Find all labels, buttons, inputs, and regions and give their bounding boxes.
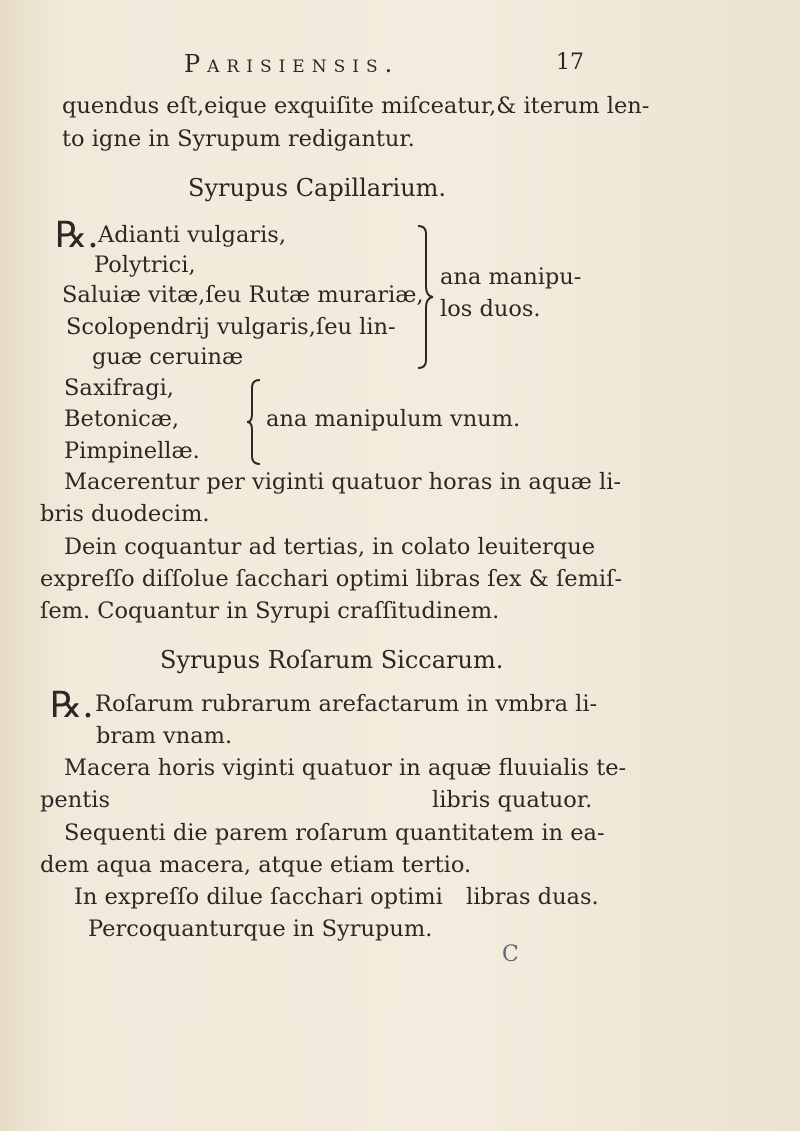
ingredient-pimpinellae: Pimpinellæ.: [64, 438, 200, 464]
paragraph-percoquantur: Percoquanturque in Syrupum.: [88, 916, 433, 942]
recipe-symbol: ℞.: [55, 215, 99, 256]
ingredient-polytrici: Polytrici,: [94, 252, 196, 278]
intro-line-1: quendus eſt,eique exquiſite miſceatur,& iterum len-: [62, 93, 650, 119]
ingredient-rosarum-line-2: bram vnam.: [96, 723, 233, 749]
ingredient-rosarum-line-1: Roſarum rubrarum arefactarum in vmbra li-: [95, 691, 598, 717]
paragraph-macera-line-2a: pentis: [40, 787, 110, 813]
heading-syrupus-capillarium: Syrupus Capillarium.: [188, 174, 447, 202]
paragraph-dein-line-2: expreſſo diſſolue ſacchari optimi libras ſex & ſemiſ-: [40, 566, 623, 592]
ingredient-saluiae: Saluiæ vitæ,ſeu Rutæ murariæ,: [62, 282, 424, 308]
paragraph-macerentur-line-1: Macerentur per viginti quatuor horas in aquæ li-: [64, 469, 622, 495]
ingredient-saxifragi: Saxifragi,: [64, 375, 174, 401]
paragraph-expresso-line-1a: In expreſſo dilue ſacchari optimi: [74, 884, 443, 910]
brace-group-2: [246, 376, 268, 468]
paragraph-dein-line-1: Dein coquantur ad tertias, in colato leuiterque: [64, 534, 596, 560]
quantity-ana-manipulos: ana manipu-: [440, 264, 582, 290]
paragraph-macera-line-1: Macera horis viginti quatuor in aquæ fluuialis te-: [64, 755, 627, 781]
ingredient-scolopendrij: Scolopendrij vulgaris,ſeu lin-: [66, 314, 396, 340]
ingredient-guae-ceruinae: guæ ceruinæ: [92, 344, 244, 370]
heading-syrupus-rosarum: Syrupus Roſarum Siccarum.: [160, 646, 504, 674]
paragraph-sequenti-line-2: dem aqua macera, atque etiam tertio.: [40, 852, 472, 878]
paragraph-macerentur-line-2: bris duodecim.: [40, 501, 210, 527]
paragraph-dein-line-3: ſem. Coquantur in Syrupi craſſitudinem.: [40, 598, 500, 624]
paragraph-macera-line-2b: libris quatuor.: [432, 787, 593, 813]
paragraph-expresso-line-1b: libras duas.: [466, 884, 599, 910]
ingredient-adianti: Adianti vulgaris,: [98, 222, 287, 248]
page-number: 17: [556, 50, 584, 75]
brace-group-1: [414, 222, 436, 372]
ingredient-betonicae: Betonicæ,: [64, 406, 180, 432]
running-header: Parisiensis.: [184, 50, 400, 78]
paragraph-sequenti-line-1: Sequenti die parem roſarum quantitatem in ea-: [64, 820, 605, 846]
signature-mark: C: [502, 942, 519, 967]
quantity-duos: los duos.: [440, 296, 541, 322]
intro-line-2: to igne in Syrupum redigantur.: [62, 126, 415, 152]
recipe-symbol-2: ℞.: [50, 685, 94, 726]
quantity-ana-manipulum-vnum: ana manipulum vnum.: [266, 406, 521, 432]
